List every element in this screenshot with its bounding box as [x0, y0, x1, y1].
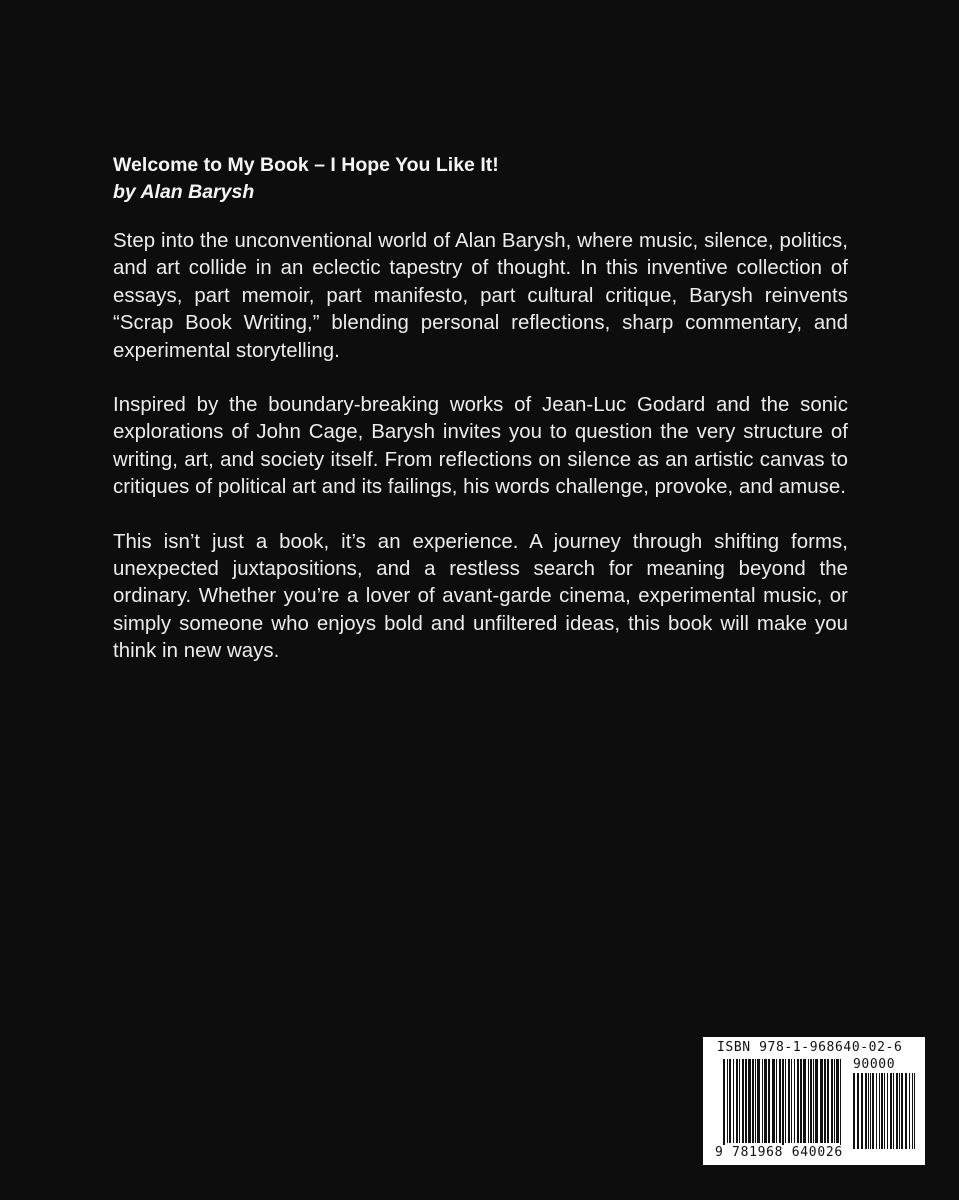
cover-blurb [113, 152, 848, 693]
isbn-addon-number: 90000 [853, 1057, 896, 1072]
blurb-paragraph-2: Inspired by the boundary-breaking works of Jean-Luc Godard and the sonic explorations of John Cage, Barysh invites you to question the very structure of writing, art, and society itself. From reflections on silence as an artistic canvas to critiques of political art and its failings, his words challenge, provoke, and amuse. [113, 394, 848, 499]
blurb-paragraph-3: This isn’t just a book, it’s an experience. A journey through shifting forms, unexpected juxtapositions, and a restless search for meaning beyond the ordinary. Whether you’re a lover of avant-garde cinema, experimental music, or simply someone who enjoys bold and unfiltered ideas, this book will make you think in new ways. [113, 530, 848, 663]
blurb-author: by Alan Barysh [113, 181, 255, 203]
isbn-barcode [703, 1037, 925, 1165]
blurb-title: Welcome to My Book – I Hope You Like It! [113, 154, 499, 176]
isbn-number: ISBN 978-1-968640-02-6 [717, 1040, 903, 1055]
barcode-digits: 9 781968 640026 [715, 1145, 843, 1160]
blurb-paragraph-1: Step into the unconventional world of Alan Barysh, where music, silence, politics, and art collide in an eclectic tapestry of thought. In this inventive collection of essays, part memoir, part manifesto, part cultural critique, Barysh reinvents “Scrap Book Writing,” blending personal reflections, sharp commentary, and experimental storytelling. [113, 230, 848, 362]
